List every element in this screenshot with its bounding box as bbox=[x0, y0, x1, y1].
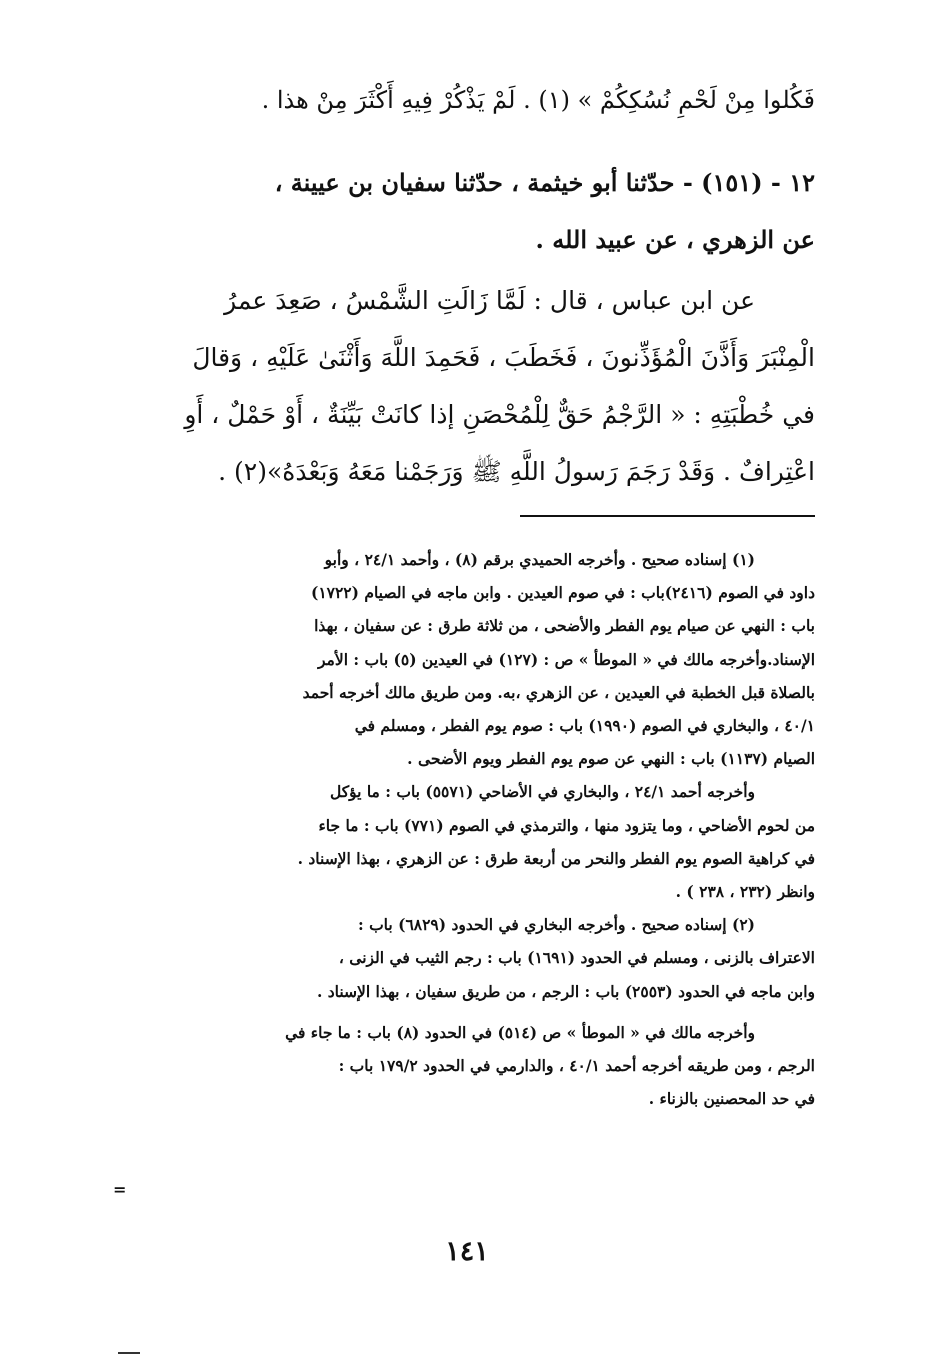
footnote-line: الإسناد.وأخرجه مالك في « الموطأ » ص : (١٢٧) في العيدين (٥) باب : الأمر bbox=[318, 649, 815, 669]
footnote-line: وانظر (٢٣٢ ، ٢٣٨ ) . bbox=[675, 882, 815, 902]
footnote-1-continued bbox=[125, 775, 815, 908]
hadith-header-line-2: عن الزهري ، عن عبيد الله . bbox=[535, 225, 815, 254]
hadith-body-line-1: عن ابن عباس ، قال : لَمَّا زَالَتِ الشَّمْسُ ، صَعِدَ عمرُ bbox=[224, 286, 755, 315]
footnote-line: ٤٠/١ ، والبخاري في الصوم (١٩٩٠) باب : صوم يوم الفطر ، ومسلم في bbox=[354, 716, 815, 736]
footnote-line: الرجم ، ومن طريقه أخرجه أحمد ٤٠/١ ، والدارمي في الحدود ١٧٩/٢ باب : bbox=[338, 1056, 815, 1076]
footnote-line: (١) إسناده صحيح . وأخرجه الحميدي برقم (٨) ، وأحمد ٢٤/١ ، وأبو bbox=[324, 550, 755, 569]
hadith-header-line-1: ١٢ - (١٥١) - حدّثنا أبو خيثمة ، حدّثنا سفيان بن عيينة ، bbox=[274, 168, 815, 197]
footnote-line: داود في الصوم (٢٤١٦)باب : في صوم العيدين . وابن ماجه في الصيام (١٧٢٢) bbox=[310, 583, 815, 603]
footnote-2-continued bbox=[125, 1016, 815, 1116]
footnote-line: من لحوم الأضاحي ، وما يتزود منها ، والترمذي في الصوم (٧٧١) باب : ما جاء bbox=[318, 815, 815, 835]
footnote-line: وأخرجه أحمد ٢٤/١ ، والبخاري في الأضاحي (٥٥٧١) باب : ما يؤكل bbox=[329, 782, 755, 802]
hadith-header bbox=[125, 154, 815, 268]
hadith-body bbox=[125, 272, 815, 500]
footnote-line: الصيام (١١٣٧) باب : النهي عن صوم يوم الفطر ويوم الأضحى . bbox=[407, 749, 815, 769]
footnote-line: (٢) إسناده صحيح . وأخرجه البخاري في الحدود (٦٨٢٩) باب : bbox=[357, 915, 755, 935]
hadith-body-line-3: في خُطْبَتِهِ : « الرَّجْمُ حَقٌّ لِلْمُحْصَنِ إذا كانَتْ بَيِّنَةٌ ، أَوْ حَمْلٌ ، أَوِ bbox=[184, 400, 815, 429]
main-text-top bbox=[125, 72, 815, 129]
footnote-2 bbox=[125, 908, 815, 1008]
scan-mark bbox=[118, 1352, 140, 1354]
footnotes bbox=[125, 543, 815, 1115]
footnote-line: في حد المحصنين بالزناء . bbox=[648, 1089, 815, 1109]
hadith-body-line-4: اعْتِرافٌ . وَقَدْ رَجَمَ رَسولُ اللَّهِ ﷺ وَرَجَمْنا مَعَهُ وَبَعْدَهُ»(٢) . bbox=[218, 457, 815, 486]
continuation-mark: = bbox=[113, 1180, 127, 1199]
footnote-line: بالصلاة قبل الخطبة في العيدين ، عن الزهري ،به. ومن طريق مالك أخرجه أحمد bbox=[302, 682, 815, 702]
footnote-line: الاعتراف بالزنى ، ومسلم في الحدود (١٦٩١) باب : رجم الثيب في الزنى ، bbox=[338, 948, 815, 968]
footnote-line: وابن ماجه في الحدود (٢٥٥٣) باب : الرجم ، من طريق سفيان ، بهذا الإسناد . bbox=[316, 981, 815, 1001]
footnote-line: في كراهية الصوم يوم الفطر والنحر من أربعة طرق : عن الزهري ، بهذا الإسناد . bbox=[297, 848, 815, 868]
footnote-line: باب : النهي عن صيام يوم الفطر والأضحى ، من ثلاثة طرق : عن سفيان ، بهذا bbox=[314, 616, 815, 636]
footnote-1 bbox=[125, 543, 815, 775]
footnote-separator bbox=[520, 515, 815, 517]
footnote-line: وأخرجه مالك في « الموطأ » ص (٥١٤) في الحدود (٨) باب : ما جاء في bbox=[285, 1022, 755, 1042]
page-number: ١٤١ bbox=[445, 1236, 489, 1267]
main-line-1: فَكُلوا مِنْ لَحْمِ نُسُكِكُمْ » (١) . لَمْ يَذْكُرْ فِيهِ أَكْثَرَ مِنْ هذا . bbox=[261, 86, 815, 114]
footnote-gap bbox=[125, 1008, 815, 1016]
hadith-body-line-2: الْمِنْبَرَ وَأَذَّنَ الْمُؤَذِّنونَ ، فَخَطَبَ ، فَحَمِدَ اللَّهَ وَأَثْنَىٰ عَلَيْهِ ، وَقالَ bbox=[192, 343, 815, 372]
